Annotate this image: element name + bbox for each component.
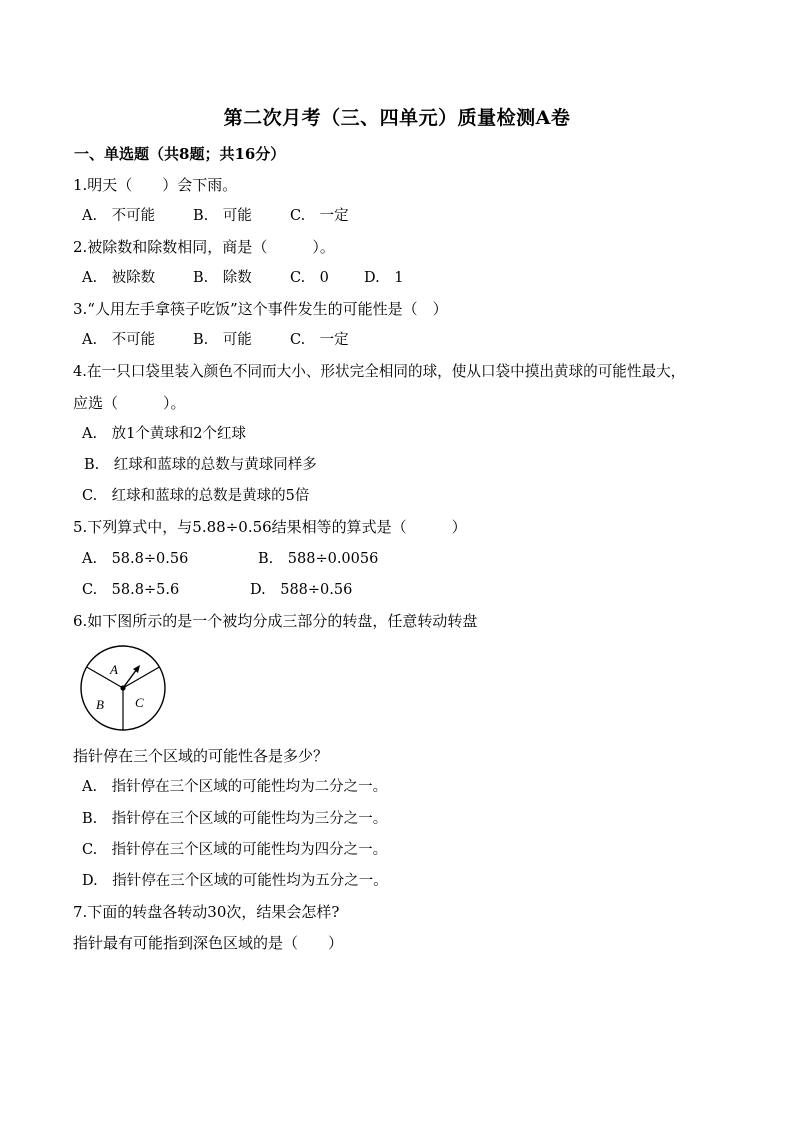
question-1-option-c[interactable]: C. 一定 (290, 208, 349, 224)
question-6-option-a[interactable]: A. 指针停在三个区域的可能性均为二分之一。 (82, 779, 388, 795)
question-2-option-d[interactable]: D. 1 (364, 270, 404, 286)
spinner-pointer-arrowhead (133, 665, 140, 673)
question-2-option-b[interactable]: B. 除数 (193, 270, 252, 286)
question-2-option-a[interactable]: A. 被除数 (82, 270, 156, 286)
question-1-option-b[interactable]: B. 可能 (193, 208, 252, 224)
question-5-option-d[interactable]: D. 588÷0.56 (250, 582, 353, 598)
spinner-diagram (78, 643, 168, 733)
question-4-option-b[interactable]: B. 红球和蓝球的总数与黄球同样多 (84, 457, 317, 473)
question-3-option-a[interactable]: A. 不可能 (82, 332, 156, 348)
spinner-pointer (123, 669, 137, 688)
question-4-stem-line-2: 应选（ ）。 (73, 394, 186, 412)
question-6-option-b[interactable]: B. 指针停在三个区域的可能性均为三分之一。 (82, 811, 388, 827)
spinner-center-dot (120, 685, 125, 690)
question-1-option-a[interactable]: A. 不可能 (82, 208, 156, 224)
question-3-option-b[interactable]: B. 可能 (193, 332, 252, 348)
question-6-sub-stem: 指针停在三个区域的可能性各是多少？ (73, 747, 329, 765)
question-4-option-c[interactable]: C. 红球和蓝球的总数是黄球的5倍 (82, 488, 310, 504)
spinner-divider-right (123, 667, 159, 688)
question-7-sub-stem: 指针最有可能指到深色区域的是（ ） (73, 934, 344, 952)
spinner-label-b: B (96, 697, 104, 712)
question-6-stem: 6.如下图所示的是一个被均分成三部分的转盘，任意转动转盘 (73, 612, 478, 630)
page-title: 第二次月考（三、四单元）质量检测A卷 (223, 107, 571, 129)
question-6-option-c[interactable]: C. 指针停在三个区域的可能性均为四分之一。 (82, 842, 388, 858)
question-2-option-c[interactable]: C. 0 (290, 270, 329, 286)
question-6-option-d[interactable]: D. 指针停在三个区域的可能性均为五分之一。 (82, 873, 388, 889)
question-5-option-a[interactable]: A. 58.8÷0.56 (82, 551, 189, 567)
question-7-stem: 7.下面的转盘各转动30次，结果会怎样? (73, 903, 340, 921)
spinner-label-c: C (135, 695, 144, 710)
question-4-stem-line-1: 4.在一只口袋里装入颜色不同而大小、形状完全相同的球，使从口袋中摸出黄球的可能性最大， (73, 363, 686, 380)
question-2-stem: 2.被除数和除数相同，商是（ ）。 (73, 238, 335, 256)
question-3-option-c[interactable]: C. 一定 (290, 332, 349, 348)
question-4-option-a[interactable]: A. 放1个黄球和2个红球 (82, 426, 247, 442)
section-heading: 一、单选题（共8题；共16分） (74, 145, 286, 163)
question-5-stem: 5.下列算式中，与5.88÷0.56结果相等的算式是（ ） (73, 518, 467, 536)
question-5-option-c[interactable]: C. 58.8÷5.6 (82, 582, 180, 598)
question-5-option-b[interactable]: B. 588÷0.0056 (258, 551, 379, 567)
question-1-stem: 1.明天（ ）会下雨。 (73, 176, 238, 194)
question-3-stem: 3.“人用左手拿筷子吃饭”这个事件发生的可能性是（ ） (73, 300, 448, 318)
spinner-label-a: A (110, 662, 118, 677)
